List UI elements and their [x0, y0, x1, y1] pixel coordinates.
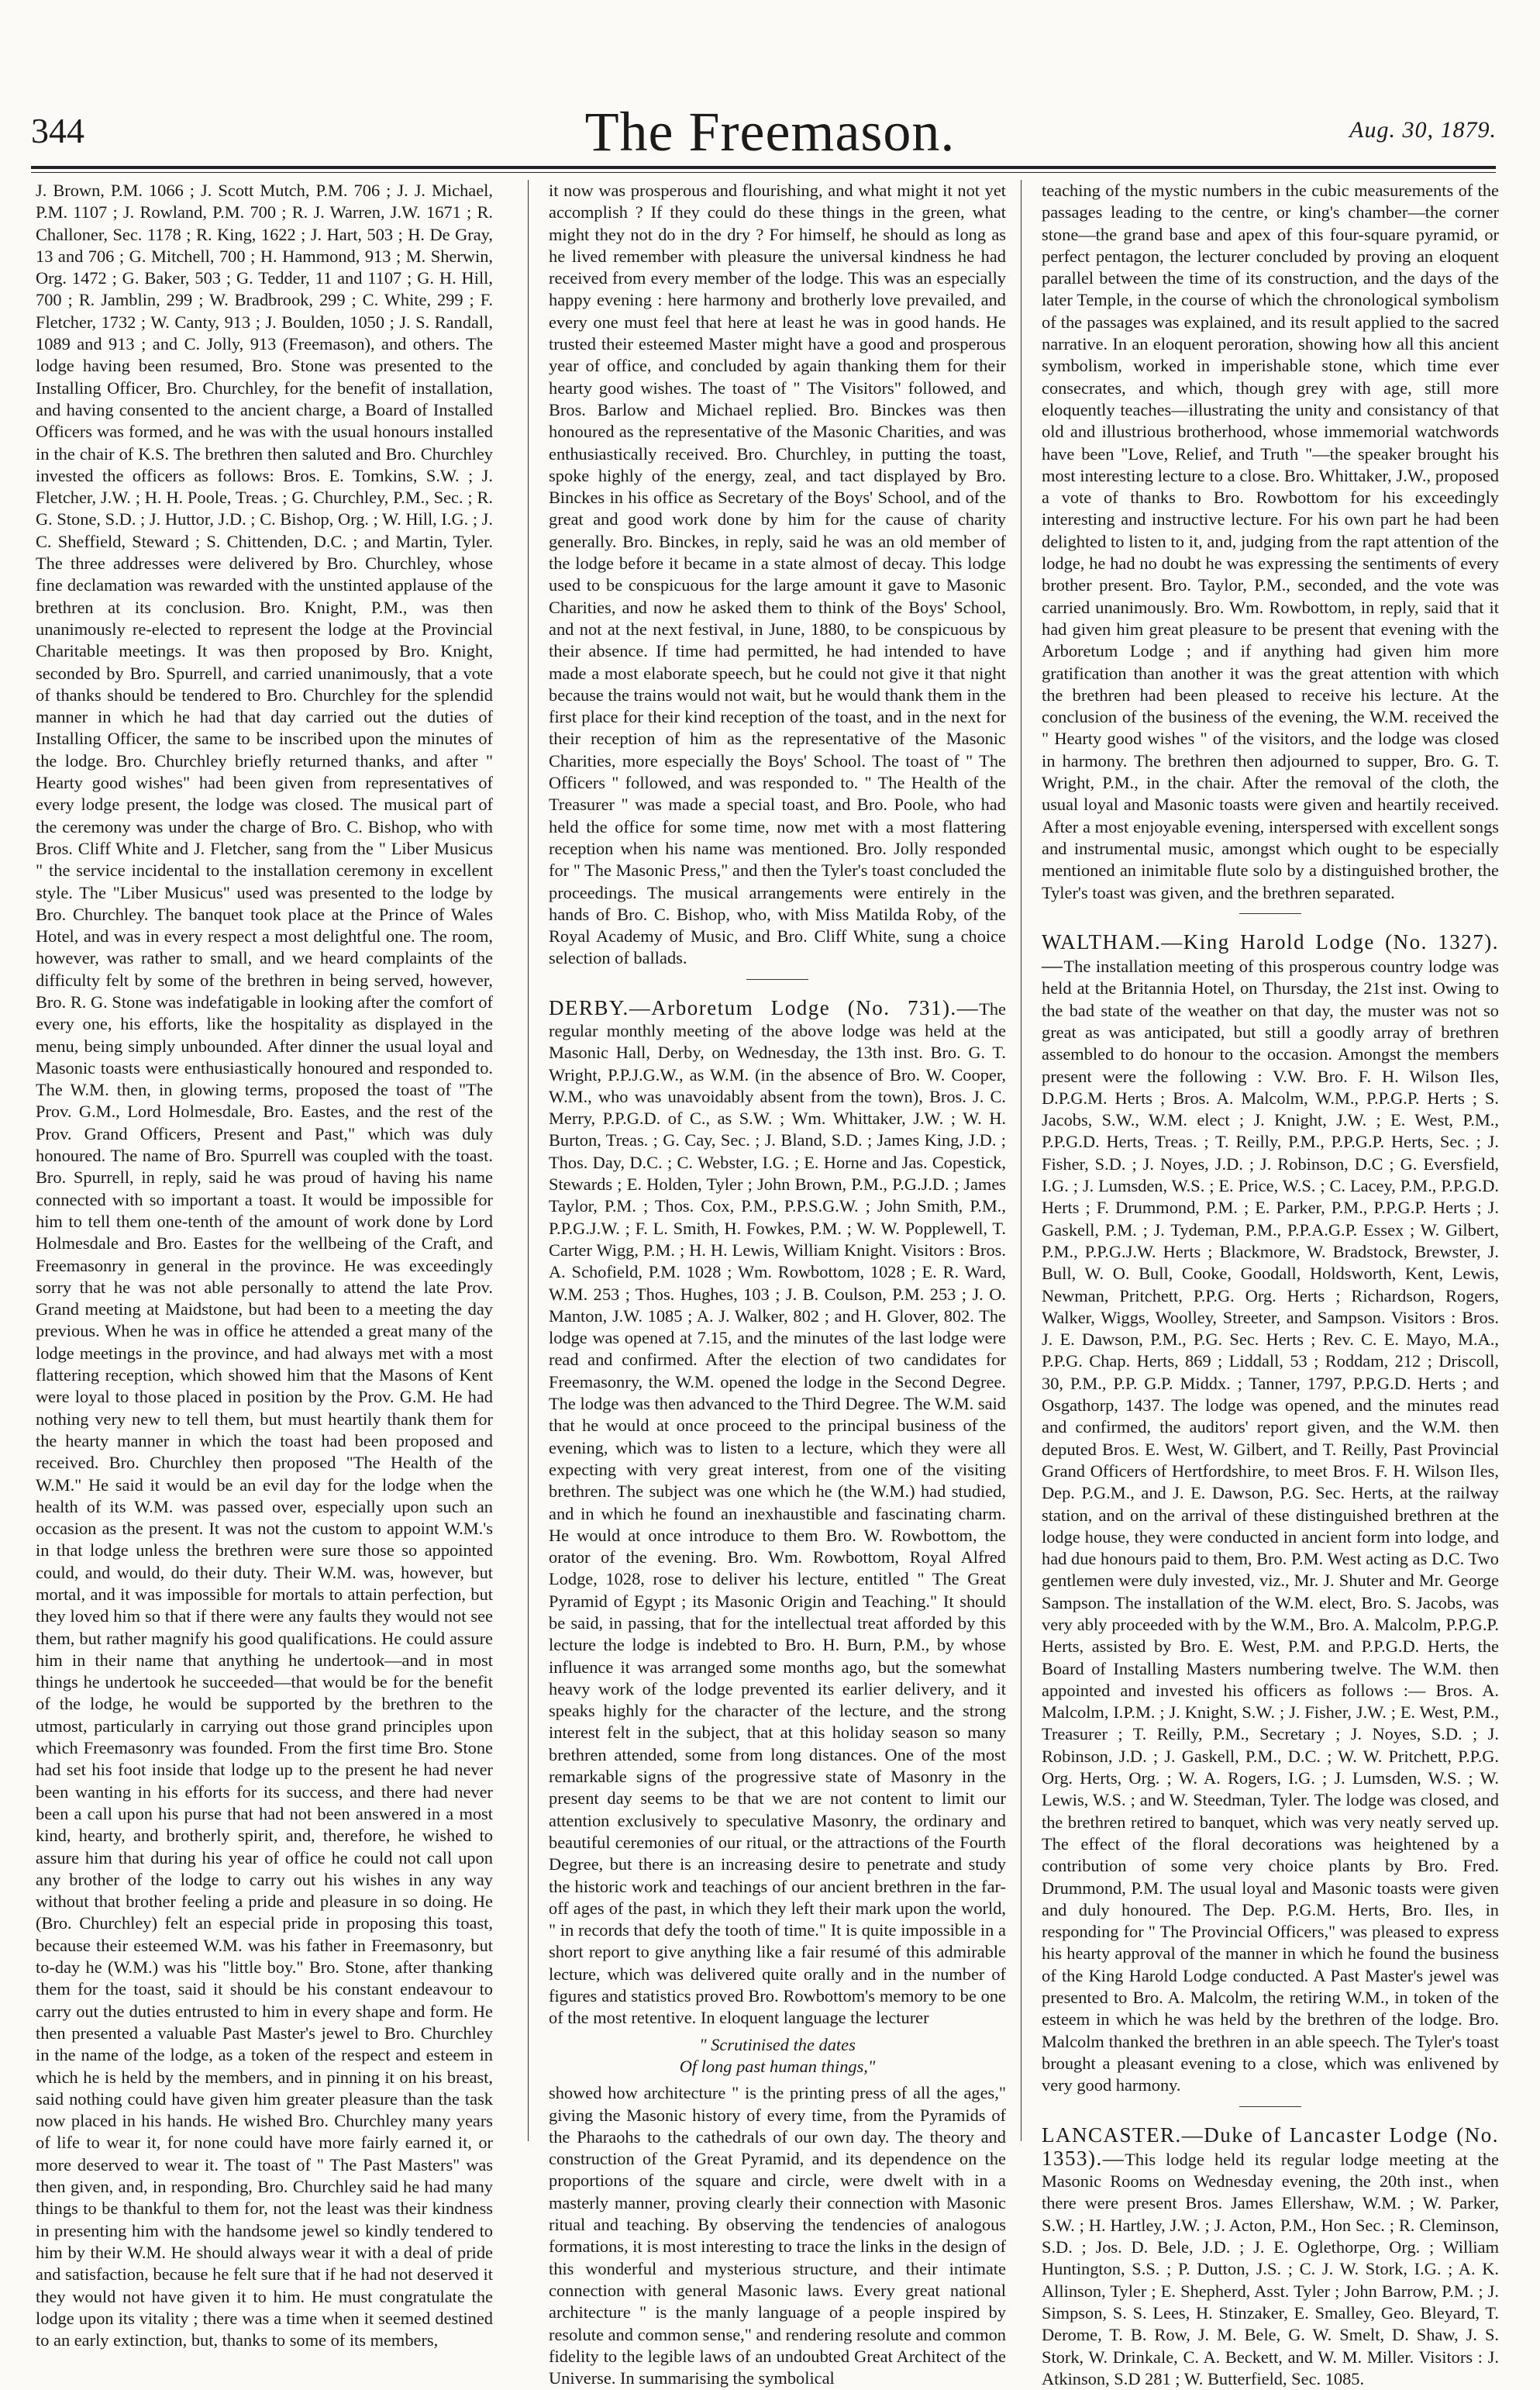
column-3 [1042, 180, 1499, 2388]
lancaster-heading: LANCASTER.—Duke of Lancaster Lodge (No. 1353).— [1042, 2123, 1499, 2170]
masthead [0, 101, 1540, 163]
waltham-report [1042, 931, 1499, 2097]
verse-line-1: " Scrutinised the dates [699, 2034, 856, 2054]
masthead-rule-thin [31, 172, 1496, 173]
lancaster-report [1042, 2124, 1499, 2390]
page-number: 344 [31, 111, 84, 150]
quoted-verse [549, 2034, 1006, 2078]
section-separator [746, 979, 808, 980]
derby-report [549, 997, 1006, 2030]
masthead-rule-thick [31, 166, 1496, 169]
verse-line-2: Of long past human things," [679, 2056, 876, 2076]
article-paragraph: teaching of the mystic numbers in the cubic measurements of the passages leading to the centre, or king's chamber—the corner stone—the grand base and apex of this four-square pyramid, or perfect pentagon, the lecturer concluded by proving an eloquent parallel between the time of its construction, and the days of the later Temple, in the course of which the chronological symbolism of the passages was explained, and its result applied to the sacred narrative. In an eloquent peroration, showing how all this ancient symbolism, worked in imperishable stone, which time ever consecrates, and which, though grey with age, still more eloquently teaches—illustrating the unity and consistancy of that old and illustrious brotherhood, whose immemorial watchwords have been "Love, Relief, and Truth "—the speaker brought his most interesting lecture to a close. Bro. Whittaker, J.W., proposed a vote of thanks to Bro. Rowbottom for his exceedingly interesting and instructive lecture. For his own part he had been delighted to listen to it, and, judging from the rapt attention of the lodge, he had no doubt he was expressing the sentiments of every brother present. Bro. Taylor, P.M., seconded, and the vote was carried unanimously. Bro. Wm. Rowbottom, in reply, said that it had given him great pleasure to be present that evening with the Arboretum Lodge ; and if anything had given him more gratification than another it was the great attention with which the brethren had been pleased to receive his lecture. At the conclusion of the business of the evening, the W.M. received the " Hearty good wishes " of the visitors, and the lodge was closed in harmony. The brethren then adjourned to supper, Bro. G. T. Wright, P.M., in the chair. After the removal of the cloth, the usual loyal and Masonic toasts were given and heartily received. After a most enjoyable evening, interspersed with excellent songs and instrumental music, amongst which ought to be especially mentioned an inimitable flute solo by a distinguished brother, the Tyler's toast was given, and the brethren separated. [1042, 181, 1499, 902]
derby-paragraph: The regular monthly meeting of the above lodge was held at the Masonic Hall, Derby, on Wednesday, the 13th inst. Bro. G. T. Wright, P.P.J.G.W., as W.M. (in the absence of Bro. W. Cooper, W.M., who was unavoidably absent from the town), Bros. J. C. Merry, P.P.G.D. of C., as S.W. ; Wm. Whittaker, J.W. ; W. H. Burton, Treas. ; G. Cay, Sec. ; J. Bland, S.D. ; James King, J.D. ; Thos. Day, D.C. ; C. Webster, I.G. ; E. Horne and Jas. Copestick, Stewards ; E. Holden, Tyler ; John Brown, P.M., P.G.J.D. ; James Taylor, P.M. ; Thos. Cox, P.M., P.P.S.G.W. ; John Smith, P.M., P.P.G.J.W. ; F. L. Smith, H. Fowkes, P.M. ; W. W. Popplewell, T. Carter Wigg, P.M. ; H. H. Lewis, William Knight. Visitors : Bros. A. Schofield, P.M. 1028 ; Wm. Rowbottom, 1028 ; E. R. Ward, W.M. 253 ; Thos. Hughes, 103 ; J. B. Coulson, P.M. 253 ; J. O. Manton, J.W. 1085 ; A. J. Walker, 802 ; and H. Glover, 802. The lodge was opened at 7.15, and the minutes of the last lodge were read and confirmed. After the election of two candidates for Freemasonry, the W.M. opened the lodge in the Second Degree. The lodge was then advanced to the Third Degree. The W.M. said that he would at once proceed to the principal business of the evening, which was to listen to a lecture, which they were all expecting with very great interest, from one of the visiting brethren. The subject was one which he (the W.M.) had studied, and in which he found an inexhaustible and fascinating charm. He would at once introduce to them Bro. W. Rowbottom, the orator of the evening. Bro. Wm. Rowbottom, Royal Alfred Lodge, 1028, rose to deliver his lecture, entitled " The Great Pyramid of Egypt ; its Masonic Origin and Teaching." It should be said, in passing, that for the intellectual treat afforded by this lecture the lodge is indebted to Bro. H. Burn, P.M., by whose influence it was arranged some months ago, but the somewhat heavy work of the lodge prevented its earlier delivery, and it speaks highly for the character of the lecture, and the strong interest felt in the subject, that at this holiday season so many brethren attended, some from long distances. One of the most remarkable signs of the progressive state of Masonry in the present day seems to be that we are not content to limit our attention exclusively to speculative Masonry, the ordinary and beautiful ceremonies of our ritual, or the attractions of the Fourth Degree, but there is an increasing desire to penetrate and study the historic work and teachings of our ancient brethren in the far-off ages of the past, in which they left their mark upon the world, " in records that defy the tooth of time." It is quite impossible in a short report to give anything like a fair resumé of this admirable lecture, which was delivered quite orally and in the number of figures and statistics proved Bro. Rowbottom's memory to be one of the most retentive. In eloquent language the lecturer [549, 998, 1006, 2028]
column-1 [36, 180, 493, 2350]
article-paragraph: showed how architecture " is the printing press of all the ages," giving the Masonic history of every time, from the Pyramids of the Pharaohs to the cathedrals of our own day. The theory and construction of the Great Pyramid, and its dependence on the proportions of the square and circle, were dwelt with in a masterly manner, proving clearly their connection with Masonic ritual and teaching. By observing the tendencies of analogous formations, it is most interesting to trace the links in the design of this wonderful and mysterious structure, and their intimate connection with general Masonic laws. Every great national architecture " is the manly language of a people inspired by resolute and common sense," and rendering resolute and common fidelity to the legible laws of an undoubted Great Architect of the Universe. In summarising the symbolical [549, 2083, 1006, 2388]
article-paragraph: J. Brown, P.M. 1066 ; J. Scott Mutch, P.M. 706 ; J. J. Michael, P.M. 1107 ; J. Rowland, P.M. 700 ; R. J. Warren, J.W. 1671 ; R. Challoner, Sec. 1178 ; R. King, 1622 ; J. Hart, 503 ; H. De Gray, 13 and 706 ; G. Mitchell, 700 ; H. Hammond, 913 ; M. Sherwin, Org. 1472 ; G. Baker, 503 ; G. Tedder, 11 and 1107 ; G. H. Hill, 700 ; R. Jamblin, 299 ; W. Bradbrook, 299 ; C. White, 299 ; F. Fletcher, 1732 ; W. Canty, 913 ; J. Boulden, 1050 ; J. S. Randall, 1089 and 913 ; and C. Jolly, 913 (Freemason), and others. The lodge having been resumed, Bro. Stone was presented to the Installing Officer, Bro. Churchley, for the benefit of installation, and having consented to the ancient charge, a Board of Installed Officers was formed, and he was with the usual honours installed in the chair of K.S. The brethren then saluted and Bro. Churchley invested the officers as follows: Bros. E. Tomkins, S.W. ; J. Fletcher, J.W. ; H. H. Poole, Treas. ; G. Churchley, P.M., Sec. ; R. G. Stone, S.D. ; J. Huttor, J.D. ; C. Bishop, Org. ; W. Hill, I.G. ; J. C. Sheffield, Steward ; S. Chittenden, D.C. ; and Martin, Tyler. The three addresses were delivered by Bro. Churchley, whose fine declamation was rewarded with the unstinted applause of the brethren at its conclusion. Bro. Knight, P.M., was then unanimously re-elected to represent the lodge at the Provincial Charitable meetings. It was then proposed by Bro. Knight, seconded by Bro. Spurrell, and carried unanimously, that a vote of thanks should be tendered to Bro. Churchley for the splendid manner in which he had that day carried out the duties of Installing Officer, the same to be inscribed upon the minutes of the lodge. Bro. Churchley briefly returned thanks, and after " Hearty good wishes" had been given from representatives of every lodge present, the lodge was closed. The musical part of the ceremony was under the charge of Bro. C. Bishop, who with Bros. Cliff White and J. Fletcher, sang from the " Liber Musicus " the service incidental to the installation ceremony in excellent style. The "Liber Musicus" used was presented to the lodge by Bro. Churchley. The banquet took place at the Prince of Wales Hotel, and was in every respect a most delightful one. The room, however, was rather to small, and we heard complaints of the difficulty felt by some of the brethren in being served, however, Bro. R. G. Stone was indefatigable in looking after the comfort of every one, his efforts, like the hospitality as displayed in the menu, being simply unbounded. After dinner the usual loyal and Masonic toasts were enthusiastically honoured and responded to. The W.M. then, in glowing terms, proposed the toast of "The Prov. G.M., Lord Holmesdale, Bro. Eastes, and the rest of the Prov. Grand Officers, Present and Past," which was duly honoured. The name of Bro. Spurrell was coupled with the toast. Bro. Spurrell, in reply, said he was proud of having his name connected with so important a toast. It would be impossible for him to tell them one-tenth of the amount of work done by Lord Holmesdale and Bro. Eastes for the wellbeing of the Craft, and Freemasonry in general in the province. He was exceedingly sorry that he was not able personally to attend the late Prov. Grand meeting at Maidstone, but had been to a meeting the day previous. When he was in office he attended a great many of the lodge meetings in the province, and had always met with a most flattering reception, which showed him that the Masons of Kent were loyal to those placed in position by the Prov. G.M. He had nothing very new to tell them, but must heartily thank them for the hearty manner in which the toast had been proposed and received. Bro. Churchley then proposed "The Health of the W.M." He said it would be an evil day for the lodge when the health of its W.M. was passed over, especially upon such an occasion as the present. It was not the custom to appoint W.M.'s in that lodge unless the brethren were sure those so appointed could, and would, do their duty. Their W.M. was, however, but mortal, and it was impossible for mortals to attain perfection, but they loved him so that if there were any faults they would not see them, but rather magnify his good qualifications. He could assure him in their name that anything he undertook—and in most things he undertook he succeeded—that would be for the benefit of the lodge, he would be supported by the brethren to the utmost, particularly in carrying out those grand principles upon which Freemasonry was founded. From the first time Bro. Stone had set his foot inside that lodge up to the present he had never been wanting in his efforts for its success, and there had never been a call upon his purse that had not been answered in a most kind, hearty, and brotherly spirit, and, therefore, he wished to assure him that during his year of office he could not call upon any brother of the lodge to carry out his wishes in any way without that brother feeling a pride and pleasure in so doing. He (Bro. Churchley) felt an especial pride in proposing this toast, because their esteemed W.M. was his father in Freemasonry, but to-day he (W.M.) was his "little boy." Bro. Stone, after thanking them for the toast, said it should be his constant endeavour to carry out the duties entrusted to him in every shape and form. He then presented a valuable Past Master's jewel to Bro. Churchley in the name of the lodge, as a token of the respect and esteem in which he is held by the members, and in pinning it on his breast, said nothing could have given him greater pleasure than the task now placed in his hands. He wished Bro. Churchley many years of life to wear it, for none could have more fairly earned it, or more deserved to wear it. The toast of " The Past Masters" was then given, and, in responding, Bro. Churchley said he had many things to be thankful to them for, not the least was their kindness in presenting him with the handsome jewel so kindly tendered to him by their W.M. He should always wear it with a deal of pride and satisfaction, because he felt sure that if he had not deserved it they would not have given it to him. He must congratulate the lodge upon its vitality ; there was a time when it seemed destined to an early extinction, but, thanks to some of its members, [36, 181, 493, 2350]
waltham-paragraph: The installation meeting of this prosperous country lodge was held at the Britannia Hotel, on Thursday, the 21st inst. Owing to the bad state of the weather on that day, the muster was not so great as was anticipated, but still a goodly array of brethren assembled to do honour to the occasion. Amongst the members present were the following : V.W. Bro. F. H. Wilson Iles, D.P.G.M. Herts ; Bros. A. Malcolm, W.M., P.P.G.P. Herts ; S. Jacobs, S.W., W.M. elect ; J. Knight, J.W. ; E. West, P.M., P.P.G.D. Herts, Treas. ; T. Reilly, P.M., P.P.G.P. Herts, Sec. ; J. Fisher, S.D. ; J. Noyes, J.D. ; J. Robinson, D.C ; G. Eversfield, I.G. ; J. Lumsden, W.S. ; E. Price, W.S. ; C. Lacey, P.M., P.P.G.D. Herts ; F. Drummond, P.M. ; E. Parker, P.M., P.P.G.P. Herts ; J. Gaskell, P.M. ; J. Tydeman, P.M., P.P.A.G.P. Essex ; W. Gilbert, P.M., P.P.G.J.W. Herts ; Blackmore, W. Bradstock, Brewster, J. Bull, W. O. Bull, Cooke, Goodall, Holdsworth, Kent, Lewis, Newman, Pritchett, P.P.G. Org. Herts ; Richardson, Rogers, Walker, Wiggs, Woolley, Streeter, and Sampson. Visitors : Bros. J. E. Dawson, P.M., P.G. Sec. Herts ; Rev. C. E. Mayo, M.A., P.P.G. Chap. Herts, 869 ; Liddall, 53 ; Roddam, 212 ; Driscoll, 30, P.M., P.P. G.P. Middx. ; Tanner, 1797, P.P.G.D. Herts ; and Osgathorp, 1437. The lodge was opened, and the minutes read and confirmed, the auditors' report given, and the W.M. then deputed Bros. E. West, W. Gilbert, and T. Reilly, Past Provincial Grand Officers of Hertfordshire, to meet Bros. F. H. Wilson Iles, Dep. P.G.M., and J. E. Dawson, P.G. Sec. Herts, at the railway station, and on the arrival of these distinguished brethren at the lodge house, they were conducted in ancient form into lodge, and had due honours paid to them, Bro. P.M. West acting as D.C. Two gentlemen were duly invested, viz., Mr. J. Shuter and Mr. George Sampson. The installation of the W.M. elect, Bro. S. Jacobs, was very ably proceeded with by the W.M., Bro. A. Malcolm, P.P.G.P. Herts, assisted by Bro. E. West, P.M. and P.P.G.D. Herts, the Board of Installing Masters numbering twelve. The W.M. then appointed and invested his officers as follows :— Bros. A. Malcolm, I.P.M. ; J. Knight, S.W. ; J. Fisher, J.W. ; E. West, P.M., Treasurer ; T. Reilly, P.M., Secretary ; J. Noyes, S.D. ; J. Robinson, J.D. ; J. Gaskell, P.M., D.C. ; W. W. Pritchett, P.P.G. Org. Herts, Org. ; W. A. Rogers, I.G. ; J. Lumsden, W.S. ; W. Lewis, W.S. ; and W. Steedman, Tyler. The lodge was closed, and the brethren retired to banquet, which was very neatly served up. The effect of the floral decorations was heightened by a contribution of some very choice plants by Bro. Fred. Drummond, P.M. The usual loyal and Masonic toasts were given and duly honoured. The Dep. P.G.M. Herts, Bro. Iles, in responding for " The Provincial Officers," was pleased to express his hearty approval of the manner in which he found the business of the King Harold Lodge conducted. A Past Master's jewel was presented to Bro. A. Malcolm, the retiring W.M., in token of the esteem in which he was held by the brethren of the lodge. Bro. Malcolm thanked the brethren in an able speech. The Tyler's toast brought a pleasant evening to a close, which was enlivened by very good harmony. [1042, 957, 1499, 2095]
article-paragraph: it now was prosperous and flourishing, and what might it not yet accomplish ? If they could do these things in the green, what might they not do in the dry ? For himself, he should as long as he lived remember with pleasure the universal kindness he had received from every member of the lodge. This was an especially happy evening : here harmony and brotherly love prevailed, and every one must feel that here at least he was in good hands. He trusted their esteemed Master might have a good and prosperous year of office, and concluded by again thanking them for their hearty good wishes. The toast of " The Visitors" followed, and Bros. Barlow and Michael replied. Bro. Binckes was then honoured as the representative of the Masonic Charities, and was enthusiastically received. Bro. Churchley, in putting the toast, spoke highly of the energy, zeal, and tact displayed by Bro. Binckes in his office as Secretary of the Boys' School, and of the great and good work done by him for the cause of charity generally. Bro. Binckes, in reply, said he was an old member of the lodge before it became in a state almost of decay. This lodge used to be conspicuous for the large amount it gave to Masonic Charities, and now he asked them to think of the Boys' School, and not at the next festival, in June, 1880, to be conspicuous by their absence. If time had permitted, he had intended to have made a most elaborate speech, but he could not give it that night because the trains would not wait, but he would thank them in the first place for their kind reception of the toast, and in the next for their reception of him as the representative of the Masonic Charities, more especially the Boys' School. The toast of " The Officers " followed, and was responded to. " The Health of the Treasurer " was made a special toast, and Bro. Poole, who had held the office for some time, now met with a most flattering reception when his name was mentioned. Bro. Jolly responded for " The Masonic Press," and then the Tyler's toast concluded the proceedings. The musical arrangements were entirely in the hands of Bro. C. Bishop, who, with Miss Matilda Roby, of the Royal Academy of Music, and Bro. Cliff White, sung a choice selection of ballads. [549, 181, 1006, 968]
waltham-heading: WALTHAM.—King Harold Lodge (No. 1327).— [1042, 929, 1499, 978]
section-separator [1239, 913, 1301, 914]
section-separator [1239, 2106, 1301, 2107]
newspaper-title: The Freemason. [584, 101, 956, 163]
lancaster-paragraph: This lodge held its regular lodge meeting at the Masonic Rooms on Wednesday evening, the 20th inst., when there were present Bros. James Ellershaw, W.M. ; W. Parker, S.W. ; H. Hartley, J.W. ; J. Acton, P.M., Hon Sec. ; R. Cleminson, S.D. ; Jos. D. Bele, J.D. ; J. E. Oglethorpe, Org. ; William Huntington, S.S. ; P. Dutton, J.S. ; C. J. W. Stork, I.G. ; A. K. Allinson, Tyler ; E. Shepherd, Asst. Tyler ; John Barrow, P.M. ; J. Simpson, S. S. Lees, H. Stinzaker, E. Smalley, Geo. Bleyard, T. Derome, T. B. Row, J. M. Bele, G. W. Smelt, D. Shaw, J. S. Stork, W. Drinkale, C. A. Beckett, and W. M. Miller. Visitors : J. Atkinson, S.D 281 ; W. Butterfield, Sec. 1085. [1042, 2149, 1499, 2388]
column-divider-1 [528, 180, 529, 2141]
derby-heading: DERBY.—Arboretum Lodge (No. 731).— [549, 995, 980, 1019]
column-2 [549, 180, 1006, 2388]
issue-date: Aug. 30, 1879. [1349, 117, 1497, 143]
